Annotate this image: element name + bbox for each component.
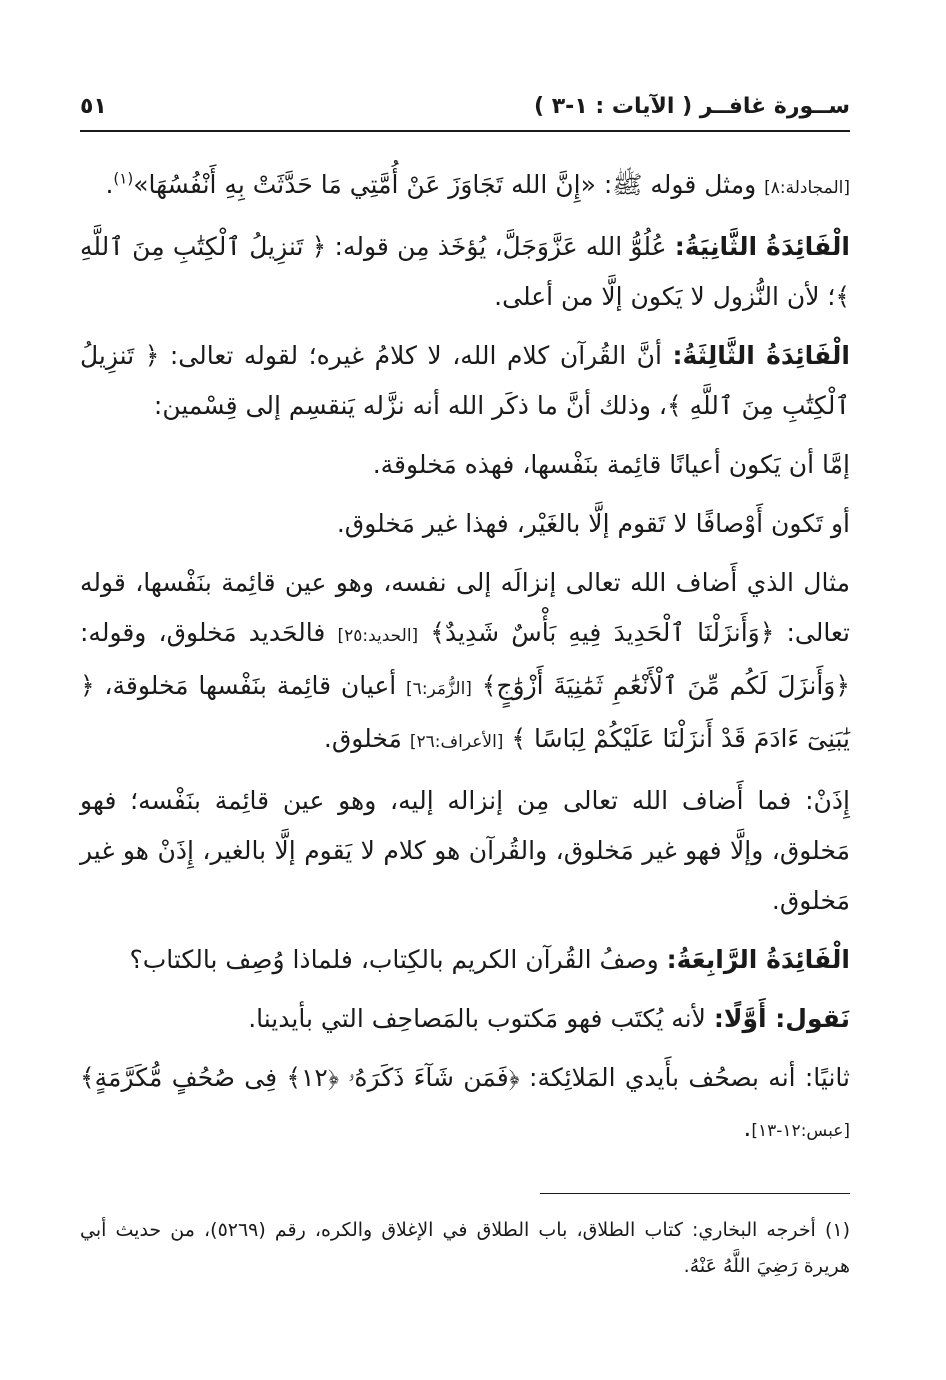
paragraph-3 — [80, 331, 850, 431]
paragraph-text: لأنه يُكتَب فهو مَكتوب بالمَصاحِف التي بأيدينا. — [248, 1004, 714, 1033]
paragraph-text: ثانيًا: أنه بصحُف بأَيدي المَلائِكة: ﴿فَمَن شَآءَ ذَكَرَهُۥ ﴿١٢﴾ فِى صُحُفٍ مُّكَرَّمَةٍ﴾ — [80, 1063, 850, 1092]
page-header — [80, 92, 850, 132]
benefit-label: الْفَائِدَةُ الثَّالِثَةُ: — [672, 341, 850, 370]
paragraph-6 — [80, 558, 850, 767]
footnote-marker: (١) — [113, 169, 134, 188]
paragraph-text: وصفُ القُرآن الكريم بالكِتاب، فلماذا وُصِف بالكتاب؟ — [129, 945, 667, 974]
paragraph-text: عُلُوُّ الله عَزَّوَجَلَّ، يُؤخَذ مِن قوله: ﴿ تَنزِيلُ ٱلْكِتَٰبِ مِنَ ٱللَّهِ ﴾؛ لأن النُّزول لا يَكون إلَّا من أعلى. — [80, 232, 850, 311]
surah-title: ســورة غافــر ( الآيات : ١-٣ ) — [534, 94, 850, 119]
page-number: ٥١ — [80, 94, 107, 119]
paragraph-1 — [80, 160, 850, 213]
paragraph-9 — [80, 994, 850, 1044]
paragraph-end: . — [105, 170, 114, 199]
paragraph-text: مَخلوق. — [323, 724, 410, 753]
paragraph-text: أنَّ القُرآن كلام الله، لا كلامُ غيره؛ لقوله تعالى: ﴿ تَنزِيلُ ٱلْكِتَٰبِ مِنَ ٱللَّهِ ﴾، وذلك أنَّ ما ذكَر الله أنه نزَّله يَنقسِم إلى قِسْمين: — [80, 341, 850, 420]
paragraph-7: إِذَنْ: فما أَضاف الله تعالى مِن إنزاله إليه، وهو عين قائِمة بنَفْسه؛ فهو مَخلوق، وإلَّا فهو غير مَخلوق، والقُرآن هو كلام لا يَقوم إلَّا بالغير، إِذَنْ هو غير مَخلوق. — [80, 786, 850, 915]
verse-reference: [المجادلة:٨] — [764, 178, 850, 198]
list-item-1: إمَّا أن يَكون أعيانًا قائِمة بنَفْسها، فهذه مَخلوقة. — [372, 450, 850, 479]
paragraph-10 — [80, 1053, 850, 1156]
paragraph-2 — [80, 222, 850, 322]
point-label: نَقول: أَوَّلًا: — [713, 1004, 850, 1033]
verse-reference: [الحديد:٢٥] — [337, 626, 419, 646]
footnote-divider — [540, 1193, 850, 1194]
paragraph-text: مثال الذي أَضاف الله تعالى إنزالَه إلى نفسه، وهو عين قائِمة بنَفْسها، قوله تعالى: ﴿وَأَنزَلْنَا ٱلْحَدِيدَ فِيهِ بَأْسٌ شَدِيدٌ﴾ — [80, 568, 850, 647]
main-text — [80, 160, 850, 1165]
paragraph-text: ومثل قوله ﷺ: «إِنَّ الله تَجَاوَزَ عَنْ أُمَّتِي مَا حَدَّثَتْ بِهِ أَنْفُسُهَا» — [133, 170, 765, 199]
verse-reference: [الزُّمَر:٦] — [406, 679, 472, 699]
verse-reference: [عبس:١٢-١٣] — [751, 1121, 850, 1141]
benefit-label: الْفَائِدَةُ الثَّانِيَةُ: — [674, 232, 850, 261]
footnote: (١) أخرجه البخاري: كتاب الطلاق، باب الطلاق في الإغلاق والكره، رقم (٥٢٦٩)، من حديث أبي هريرة رَضِيَ اللَّهُ عَنْهُ. — [80, 1219, 850, 1277]
verse-reference: [الأعراف:٢٦] — [409, 732, 504, 752]
paragraph-8 — [80, 935, 850, 985]
list-item-2: أو تَكون أَوْصافًا لا تَقوم إلَّا بالغَيْر، فهذا غير مَخلوق. — [336, 509, 850, 538]
header-divider — [80, 130, 850, 132]
benefit-label: الْفَائِدَةُ الرَّابِعَةُ: — [666, 945, 850, 974]
paragraph-end: . — [743, 1113, 752, 1142]
paragraph-text: أعيان قائِمة بنَفْسها مَخلوقة، ﴿ يَٰبَنِىٓ ءَادَمَ قَدْ أَنزَلْنَا عَلَيْكُمْ لِبَاسًا ﴾ — [80, 671, 850, 753]
paragraph-text: فالحَديد مَخلوق، وقوله: ﴿وَأَنزَلَ لَكُم مِّنَ ٱلْأَنْعَٰمِ ثَمَٰنِيَةَ أَزْوَٰجٍ﴾ — [80, 618, 851, 700]
